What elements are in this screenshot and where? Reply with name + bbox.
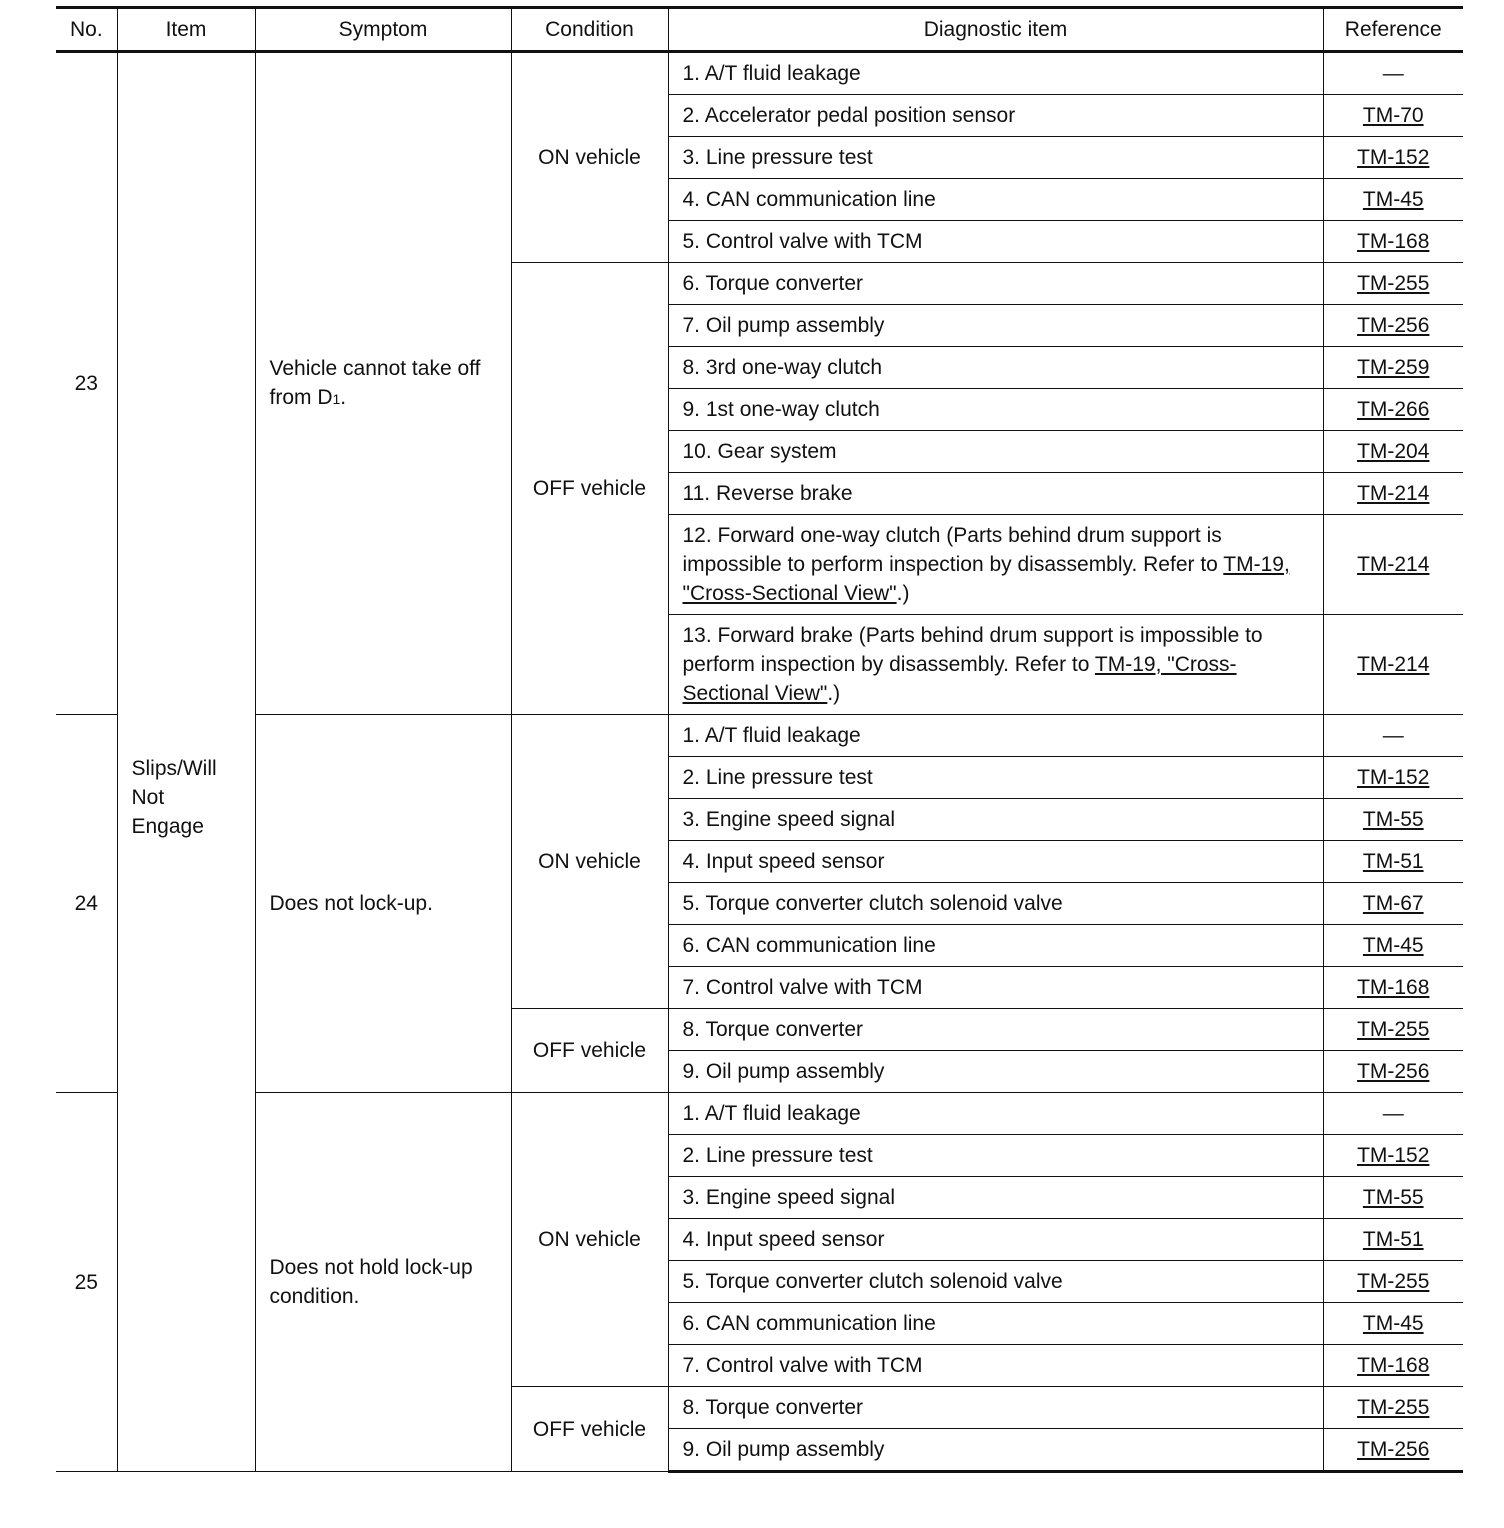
reference-link[interactable]: TM-204	[1357, 440, 1430, 463]
reference-link[interactable]: TM-255	[1357, 272, 1430, 295]
reference-cell	[1323, 1219, 1463, 1261]
item-label: Slips/Will Not Engage	[131, 757, 217, 838]
reference-link[interactable]: TM-51	[1362, 1228, 1424, 1251]
reference-cell	[1323, 1345, 1463, 1387]
reference-link[interactable]: TM-256	[1357, 1438, 1430, 1461]
diagnostic-item: 4. CAN communication line	[668, 179, 1323, 221]
reference-cell	[1323, 95, 1463, 137]
symptom-text: Does not hold lock-up condition.	[269, 1256, 473, 1308]
diagnostic-item: 2. Accelerator pedal position sensor	[668, 95, 1323, 137]
reference-link[interactable]: TM-256	[1357, 1060, 1430, 1083]
diagnostic-item: 4. Input speed sensor	[668, 1219, 1323, 1261]
header-reference: Reference	[1323, 8, 1463, 52]
diagnostic-item: 3. Engine speed signal	[668, 799, 1323, 841]
reference-link[interactable]: TM-55	[1362, 808, 1424, 831]
reference-cell	[1323, 431, 1463, 473]
diagnostic-item: 2. Line pressure test	[668, 1135, 1323, 1177]
reference-cell	[1323, 1429, 1463, 1472]
diagnostic-item: 8. Torque converter	[668, 1009, 1323, 1051]
reference-link[interactable]: TM-45	[1362, 188, 1424, 211]
reference-cell	[1323, 841, 1463, 883]
cross-reference-link[interactable]: TM-19, "Cross-Sectional View"	[682, 553, 1290, 605]
reference-dash: —	[1382, 724, 1404, 747]
symptom-cell	[255, 715, 511, 1093]
reference-link[interactable]: TM-45	[1362, 934, 1424, 957]
diagnostic-item: 2. Line pressure test	[668, 757, 1323, 799]
symptom-end: .	[340, 385, 347, 409]
reference-link[interactable]: TM-255	[1357, 1270, 1430, 1293]
reference-cell	[1323, 1009, 1463, 1051]
reference-cell	[1323, 305, 1463, 347]
reference-cell	[1323, 515, 1463, 615]
reference-cell	[1323, 389, 1463, 431]
reference-link[interactable]: TM-70	[1362, 104, 1424, 127]
reference-cell	[1323, 473, 1463, 515]
reference-link[interactable]: TM-168	[1357, 230, 1430, 253]
reference-cell	[1323, 1051, 1463, 1093]
diagnostic-item	[668, 515, 1323, 615]
header-condition: Condition	[511, 8, 668, 52]
diagnostic-item: 9. Oil pump assembly	[668, 1429, 1323, 1472]
reference-link[interactable]: TM-266	[1357, 398, 1430, 421]
reference-link[interactable]: TM-255	[1357, 1396, 1430, 1419]
diagnostic-text: 13. Forward brake (Parts behind drum support is impossible to perform inspection by disassembly. Refer to	[682, 624, 1263, 676]
table-header	[56, 8, 1463, 52]
reference-cell	[1323, 137, 1463, 179]
reference-link[interactable]: TM-214	[1357, 653, 1430, 676]
header-row	[56, 8, 1463, 52]
reference-cell	[1323, 1387, 1463, 1429]
header-symptom: Symptom	[255, 8, 511, 52]
reference-link[interactable]: TM-152	[1357, 766, 1430, 789]
reference-cell	[1323, 1093, 1463, 1135]
reference-link[interactable]: TM-214	[1357, 553, 1430, 576]
row-number: 23	[56, 52, 117, 715]
reference-dash: —	[1382, 1102, 1404, 1125]
reference-cell	[1323, 757, 1463, 799]
reference-cell	[1323, 615, 1463, 715]
condition-cell: OFF vehicle	[511, 1387, 668, 1472]
diagnostic-item: 6. CAN communication line	[668, 1303, 1323, 1345]
table-row	[56, 715, 1463, 757]
table-row	[56, 52, 1463, 95]
diagnostic-item: 7. Control valve with TCM	[668, 967, 1323, 1009]
reference-cell	[1323, 263, 1463, 305]
reference-link[interactable]: TM-255	[1357, 1018, 1430, 1041]
diagnostic-item: 7. Control valve with TCM	[668, 1345, 1323, 1387]
reference-cell	[1323, 221, 1463, 263]
reference-link[interactable]: TM-51	[1362, 850, 1424, 873]
symptom-text: Vehicle cannot take off from D	[269, 356, 481, 409]
diagnostic-item: 8. 3rd one-way clutch	[668, 347, 1323, 389]
reference-link[interactable]: TM-168	[1357, 976, 1430, 999]
diagnostic-item: 1. A/T fluid leakage	[668, 715, 1323, 757]
reference-cell	[1323, 883, 1463, 925]
condition-cell: ON vehicle	[511, 1093, 668, 1387]
reference-cell	[1323, 967, 1463, 1009]
header-diagnostic-item: Diagnostic item	[668, 8, 1323, 52]
reference-cell	[1323, 1135, 1463, 1177]
condition-cell: OFF vehicle	[511, 263, 668, 715]
table-row	[56, 1093, 1463, 1135]
condition-cell: ON vehicle	[511, 52, 668, 263]
reference-cell	[1323, 179, 1463, 221]
symptom-cell	[255, 1093, 511, 1472]
diagnostic-item: 3. Line pressure test	[668, 137, 1323, 179]
diagnostic-item: 5. Torque converter clutch solenoid valve	[668, 1261, 1323, 1303]
diagnostic-item	[668, 615, 1323, 715]
diagnostic-text: 12. Forward one-way clutch (Parts behind drum support is impossible to perform inspection by disassembly. Refer to	[682, 524, 1224, 576]
header-item: Item	[117, 8, 255, 52]
reference-cell	[1323, 715, 1463, 757]
diagnostic-item: 9. 1st one-way clutch	[668, 389, 1323, 431]
reference-link[interactable]: TM-214	[1357, 482, 1430, 505]
diagnostic-item: 1. A/T fluid leakage	[668, 52, 1323, 95]
symptom-text: Does not lock-up.	[269, 892, 433, 915]
reference-cell	[1323, 925, 1463, 967]
diagnostic-item: 5. Control valve with TCM	[668, 221, 1323, 263]
reference-cell	[1323, 52, 1463, 95]
diagnostic-item: 8. Torque converter	[668, 1387, 1323, 1429]
reference-link[interactable]: TM-168	[1357, 1354, 1430, 1377]
diagnostic-item: 1. A/T fluid leakage	[668, 1093, 1323, 1135]
item-cell	[117, 52, 255, 1472]
reference-cell	[1323, 1177, 1463, 1219]
reference-link[interactable]: TM-67	[1362, 892, 1424, 915]
reference-link[interactable]: TM-256	[1357, 314, 1430, 337]
condition-cell: ON vehicle	[511, 715, 668, 1009]
diagnostic-item: 6. CAN communication line	[668, 925, 1323, 967]
symptom-cell	[255, 52, 511, 715]
diagnostic-item: 6. Torque converter	[668, 263, 1323, 305]
diagnostic-item: 7. Oil pump assembly	[668, 305, 1323, 347]
cross-reference-link[interactable]: TM-19, "Cross-Sectional View"	[682, 653, 1237, 705]
diagnostic-text-end: .)	[896, 582, 910, 605]
diagnostic-item: 11. Reverse brake	[668, 473, 1323, 515]
reference-link[interactable]: TM-152	[1357, 1144, 1430, 1167]
diagnostic-text-end: .)	[827, 682, 841, 705]
reference-cell	[1323, 347, 1463, 389]
diagnostic-item: 4. Input speed sensor	[668, 841, 1323, 883]
reference-link[interactable]: TM-55	[1362, 1186, 1424, 1209]
diagnostic-item: 3. Engine speed signal	[668, 1177, 1323, 1219]
table-body	[56, 52, 1463, 1472]
diagnostic-table	[56, 6, 1463, 1473]
diagnostic-item: 10. Gear system	[668, 431, 1323, 473]
condition-cell: OFF vehicle	[511, 1009, 668, 1093]
row-number: 24	[56, 715, 117, 1093]
reference-dash: —	[1382, 62, 1404, 85]
reference-cell	[1323, 1303, 1463, 1345]
row-number: 25	[56, 1093, 117, 1472]
diagnostic-item: 9. Oil pump assembly	[668, 1051, 1323, 1093]
reference-cell	[1323, 799, 1463, 841]
reference-cell	[1323, 1261, 1463, 1303]
symptom-subscript: 1	[332, 390, 341, 407]
reference-link[interactable]: TM-152	[1357, 146, 1430, 169]
reference-link[interactable]: TM-45	[1362, 1312, 1424, 1335]
reference-link[interactable]: TM-259	[1357, 356, 1430, 379]
diagnostic-item: 5. Torque converter clutch solenoid valve	[668, 883, 1323, 925]
header-no: No.	[56, 8, 117, 52]
